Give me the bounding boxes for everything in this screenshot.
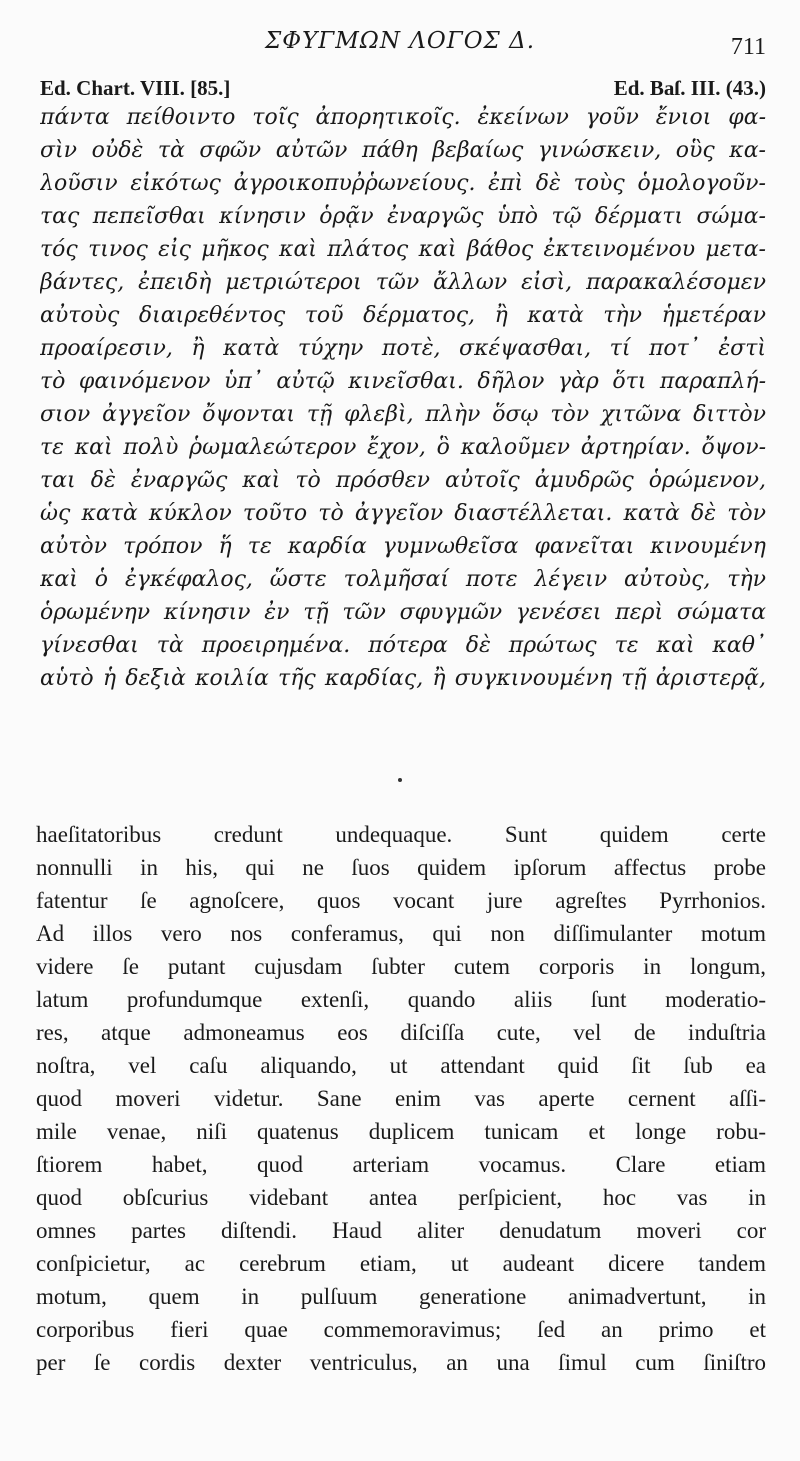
greek-line: ὡς κατὰ κύκλον τοῦτο τὸ ἀγγεῖον διαστέλλεται. κατὰ δὲ τὸν [40,501,766,526]
greek-line: τός τινος εἰς μῆκος καὶ πλάτος καὶ βάθος ἐκτεινομένου μετα- [40,237,766,262]
latin-line: mile venae, niſi quatenus duplicem tunicam et longe robu- [36,1119,766,1144]
latin-line: noſtra, vel caſu aliquando, ut attendant quid ſit ſub ea [36,1053,766,1078]
latin-line: res, atque admoneamus eos diſciſſa cute, vel de induſtria [36,1020,766,1045]
greek-line: ται δὲ ἐναργῶς καὶ τὸ πρόσθεν αὐτοῖς ἀμυδρῶς ὁρώμενον, [40,468,766,493]
edition-reference-chartier: Ed. Chart. VIII. [85.] [40,76,231,100]
edition-reference-basel: Ed. Baſ. III. (43.) [613,76,766,100]
greek-line: βάντες, ἐπειδὴ μετριώτεροι τῶν ἄλλων εἰσὶ, παρακαλέσομεν [40,270,766,295]
latin-line: nonnulli in his, qui ne ſuos quidem ipſorum affectus probe [36,855,766,880]
latin-text-block [36,818,766,1379]
greek-line: γίνεσθαι τὰ προειρημένα. πότερα δὲ πρώτως τε καὶ καθ᾽ [40,633,766,658]
greek-text-block [40,101,766,695]
section-separator-dot [398,778,402,782]
latin-line: latum profundumque extenſi, quando aliis ſunt moderatio- [36,987,766,1012]
latin-line: ſtiorem habet, quod arteriam vocamus. Clare etiam [36,1152,766,1177]
page-number: 711 [730,34,766,60]
latin-line: omnes partes diſtendi. Haud aliter denudatum moveri cor [36,1218,766,1243]
greek-line: ὁρωμένην κίνησιν ἐν τῇ τῶν σφυγμῶν γενέσει περὶ σώματα [40,600,766,625]
greek-line: αὐτὸν τρόπον ἥ τε καρδία γυμνωθεῖσα φανεῖται κινουμένη [40,534,766,559]
greek-line: καὶ ὁ ἐγκέφαλος, ὥστε τολμῆσαί ποτε λέγειν αὐτοὺς, τὴν [40,567,766,592]
greek-line: τε καὶ πολὺ ῥωμαλεώτερον ἔχον, ὃ καλοῦμεν ἀρτηρίαν. ὄψον- [40,435,766,460]
running-title: ΣΦΥΓΜΩΝ ΛΟΓΟΣ Δ. [264,28,536,54]
greek-line: τας πεπεῖσθαι κίνησιν ὁρᾷν ἐναργῶς ὑπὸ τῷ δέρματι σώμα- [40,204,766,229]
latin-line: fatentur ſe agnoſcere, quos vocant jure agreſtes Pyrrhonios. [36,888,766,913]
greek-line: αὑτὸ ἡ δεξιὰ κοιλία τῆς καρδίας, ἢ συγκινουμένη τῇ ἀριστερᾷ, [40,666,766,691]
greek-line: αὐτοὺς διαιρεθέντος τοῦ δέρματος, ἢ κατὰ τὴν ἡμετέραν [40,303,766,328]
latin-line: quod moveri videtur. Sane enim vas aperte cernent aſſi- [36,1086,766,1111]
latin-line: motum, quem in pulſuum generatione animadvertunt, in [36,1284,766,1309]
greek-line: πάντα πείθοιντο τοῖς ἀπορητικοῖς. ἐκείνων γοῦν ἔνιοι φα- [40,105,766,130]
greek-line: σὶν οὐδὲ τὰ σφῶν αὐτῶν πάθη βεβαίως γινώσκειν, οὓς κα- [40,138,766,163]
latin-line: Ad illos vero nos conferamus, qui non diſſimulanter motum [36,921,766,946]
latin-line: corporibus fieri quae commemoravimus; ſed an primo et [36,1317,766,1342]
latin-line: haeſitatoribus credunt undequaque. Sunt quidem certe [36,822,766,847]
greek-line: λοῦσιν εἰκότως ἀγροικοπυῤῥωνείους. ἐπὶ δὲ τοὺς ὁμολογοῦν- [40,171,766,196]
greek-line: τὸ φαινόμενον ὑπ᾽ αὐτῷ κινεῖσθαι. δῆλον γὰρ ὅτι παραπλή- [40,369,766,394]
latin-line: quod obſcurius videbant antea perſpicient, hoc vas in [36,1185,766,1210]
greek-line: προαίρεσιν, ἢ κατὰ τύχην ποτὲ, σκέψασθαι, τί ποτ᾽ ἐστὶ [40,336,766,361]
latin-line: per ſe cordis dexter ventriculus, an una ſimul cum ſiniſtro [36,1350,766,1375]
latin-line: conſpicietur, ac cerebrum etiam, ut audeant dicere tandem [36,1251,766,1276]
latin-line: videre ſe putant cujusdam ſubter cutem corporis in longum, [36,954,766,979]
greek-line: σιον ἀγγεῖον ὄψονται τῇ φλεβὶ, πλὴν ὅσῳ τὸν χιτῶνα διττὸν [40,402,766,427]
